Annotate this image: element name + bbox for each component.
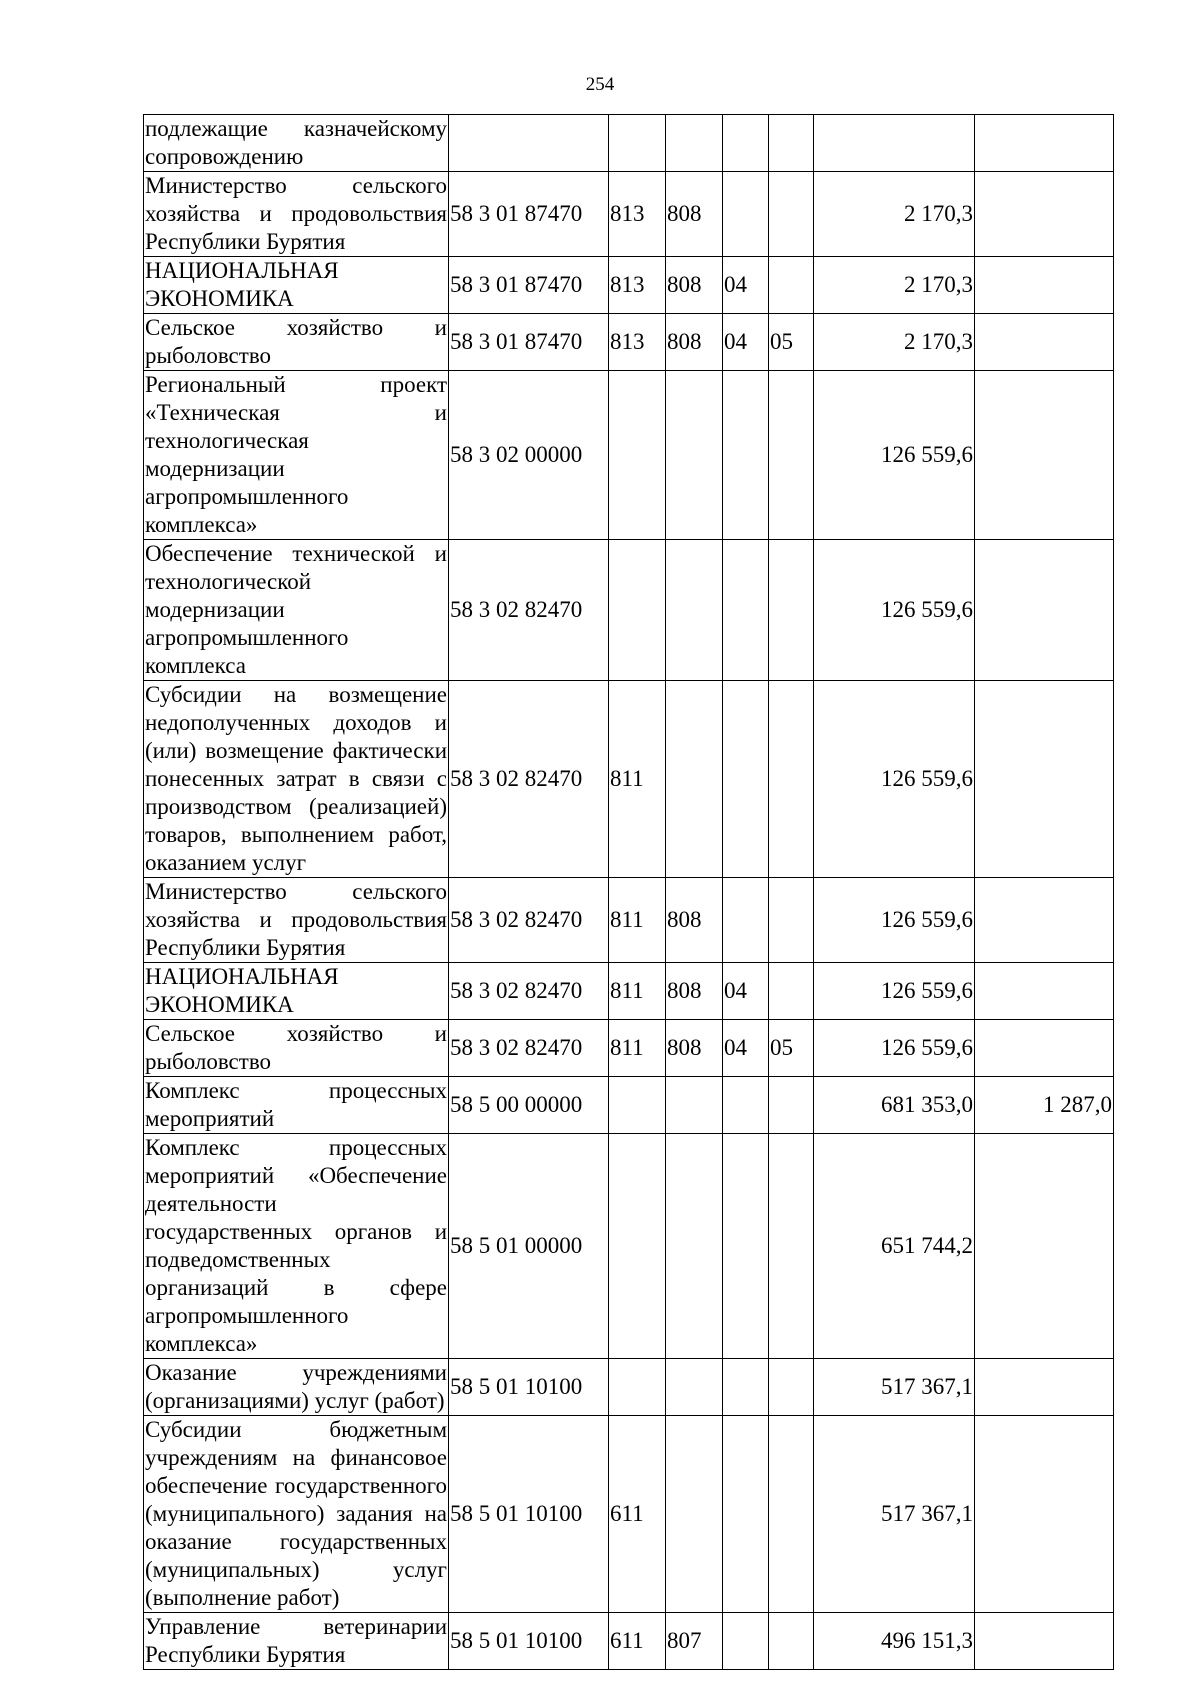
table-row xyxy=(144,257,1114,314)
row-name-cell: Сельское хозяйство и рыболовство xyxy=(144,314,449,371)
amount-cell: 126 559,6 xyxy=(814,540,975,681)
secondary-amount-cell xyxy=(975,963,1114,1020)
subsection-cell xyxy=(769,681,814,878)
section-cell xyxy=(723,1077,769,1134)
expense-type-cell xyxy=(609,371,666,540)
target-article-cell: 58 5 01 10100 xyxy=(449,1359,609,1416)
target-article-cell: 58 3 02 82470 xyxy=(449,681,609,878)
secondary-amount-cell xyxy=(975,314,1114,371)
budget-manager-cell xyxy=(666,1359,723,1416)
table-row xyxy=(144,1613,1114,1670)
budget-manager-cell: 808 xyxy=(666,172,723,257)
table-row xyxy=(144,115,1114,172)
amount-cell: 496 151,3 xyxy=(814,1613,975,1670)
amount-cell: 651 744,2 xyxy=(814,1134,975,1359)
secondary-amount-cell xyxy=(975,257,1114,314)
budget-manager-cell: 807 xyxy=(666,1613,723,1670)
expense-type-cell: 811 xyxy=(609,963,666,1020)
subsection-cell xyxy=(769,1134,814,1359)
section-cell xyxy=(723,371,769,540)
row-name-cell: подлежащие казначейскому сопровождению xyxy=(144,115,449,172)
secondary-amount-cell xyxy=(975,1416,1114,1613)
row-name-cell: НАЦИОНАЛЬНАЯ ЭКОНОМИКА xyxy=(144,963,449,1020)
target-article-cell: 58 3 01 87470 xyxy=(449,172,609,257)
subsection-cell xyxy=(769,371,814,540)
section-cell xyxy=(723,1416,769,1613)
subsection-cell xyxy=(769,1613,814,1670)
budget-table xyxy=(143,114,1114,1670)
budget-manager-cell: 808 xyxy=(666,314,723,371)
target-article-cell: 58 5 01 10100 xyxy=(449,1613,609,1670)
subsection-cell xyxy=(769,1416,814,1613)
section-cell: 04 xyxy=(723,963,769,1020)
expense-type-cell: 611 xyxy=(609,1416,666,1613)
row-name-cell: НАЦИОНАЛЬНАЯ ЭКОНОМИКА xyxy=(144,257,449,314)
amount-cell: 2 170,3 xyxy=(814,314,975,371)
amount-cell: 126 559,6 xyxy=(814,681,975,878)
target-article-cell: 58 5 01 00000 xyxy=(449,1134,609,1359)
section-cell: 04 xyxy=(723,314,769,371)
secondary-amount-cell xyxy=(975,878,1114,963)
amount-cell: 126 559,6 xyxy=(814,371,975,540)
target-article-cell xyxy=(449,115,609,172)
budget-manager-cell xyxy=(666,1416,723,1613)
section-cell xyxy=(723,1613,769,1670)
budget-manager-cell: 808 xyxy=(666,257,723,314)
expense-type-cell xyxy=(609,1134,666,1359)
expense-type-cell xyxy=(609,115,666,172)
table-row xyxy=(144,1020,1114,1077)
table-row xyxy=(144,314,1114,371)
subsection-cell xyxy=(769,1077,814,1134)
budget-manager-cell: 808 xyxy=(666,963,723,1020)
expense-type-cell: 811 xyxy=(609,1020,666,1077)
table-row xyxy=(144,1416,1114,1613)
budget-manager-cell xyxy=(666,1134,723,1359)
budget-manager-cell xyxy=(666,1077,723,1134)
section-cell xyxy=(723,540,769,681)
target-article-cell: 58 3 02 00000 xyxy=(449,371,609,540)
target-article-cell: 58 3 02 82470 xyxy=(449,963,609,1020)
secondary-amount-cell xyxy=(975,1020,1114,1077)
row-name-cell: Министерство сельского хозяйства и продовольствия Республики Бурятия xyxy=(144,878,449,963)
section-cell xyxy=(723,681,769,878)
target-article-cell: 58 3 02 82470 xyxy=(449,878,609,963)
amount-cell: 517 367,1 xyxy=(814,1359,975,1416)
budget-manager-cell xyxy=(666,681,723,878)
amount-cell xyxy=(814,115,975,172)
amount-cell: 126 559,6 xyxy=(814,1020,975,1077)
secondary-amount-cell: 1 287,0 xyxy=(975,1077,1114,1134)
section-cell: 04 xyxy=(723,1020,769,1077)
row-name-cell: Министерство сельского хозяйства и продовольствия Республики Бурятия xyxy=(144,172,449,257)
table-row xyxy=(144,963,1114,1020)
table-row xyxy=(144,1077,1114,1134)
subsection-cell xyxy=(769,540,814,681)
row-name-cell: Региональный проект «Техническая и технологическая модернизации агропромышленного комплекса» xyxy=(144,371,449,540)
target-article-cell: 58 3 02 82470 xyxy=(449,1020,609,1077)
target-article-cell: 58 5 00 00000 xyxy=(449,1077,609,1134)
row-name-cell: Управление ветеринарии Республики Бурятия xyxy=(144,1613,449,1670)
amount-cell: 2 170,3 xyxy=(814,257,975,314)
amount-cell: 681 353,0 xyxy=(814,1077,975,1134)
expense-type-cell: 813 xyxy=(609,172,666,257)
subsection-cell: 05 xyxy=(769,1020,814,1077)
subsection-cell xyxy=(769,1359,814,1416)
row-name-cell: Субсидии бюджетным учреждениям на финансовое обеспечение государственного (муниципального) задания на оказание государственных (муниципальных) услуг (выполнение работ) xyxy=(144,1416,449,1613)
secondary-amount-cell xyxy=(975,371,1114,540)
secondary-amount-cell xyxy=(975,172,1114,257)
table-row xyxy=(144,540,1114,681)
table-row xyxy=(144,681,1114,878)
expense-type-cell: 813 xyxy=(609,314,666,371)
row-name-cell: Оказание учреждениями (организациями) услуг (работ) xyxy=(144,1359,449,1416)
table-row xyxy=(144,1359,1114,1416)
secondary-amount-cell xyxy=(975,1359,1114,1416)
subsection-cell xyxy=(769,172,814,257)
expense-type-cell xyxy=(609,540,666,681)
target-article-cell: 58 3 01 87470 xyxy=(449,314,609,371)
table-row xyxy=(144,172,1114,257)
subsection-cell xyxy=(769,963,814,1020)
secondary-amount-cell xyxy=(975,1134,1114,1359)
target-article-cell: 58 5 01 10100 xyxy=(449,1416,609,1613)
budget-manager-cell xyxy=(666,115,723,172)
secondary-amount-cell xyxy=(975,115,1114,172)
row-name-cell: Комплекс процессных мероприятий xyxy=(144,1077,449,1134)
amount-cell: 2 170,3 xyxy=(814,172,975,257)
section-cell xyxy=(723,115,769,172)
target-article-cell: 58 3 02 82470 xyxy=(449,540,609,681)
budget-manager-cell xyxy=(666,540,723,681)
row-name-cell: Комплекс процессных мероприятий «Обеспечение деятельности государственных органов и подведомственных организаций в сфере агропромышленного комплекса» xyxy=(144,1134,449,1359)
expense-type-cell xyxy=(609,1359,666,1416)
secondary-amount-cell xyxy=(975,540,1114,681)
budget-manager-cell: 808 xyxy=(666,878,723,963)
amount-cell: 517 367,1 xyxy=(814,1416,975,1613)
row-name-cell: Субсидии на возмещение недополученных доходов и (или) возмещение фактически понесенных затрат в связи с производством (реализацией) товаров, выполнением работ, оказанием услуг xyxy=(144,681,449,878)
subsection-cell xyxy=(769,257,814,314)
section-cell xyxy=(723,1359,769,1416)
table-row xyxy=(144,1134,1114,1359)
secondary-amount-cell xyxy=(975,1613,1114,1670)
expense-type-cell: 813 xyxy=(609,257,666,314)
subsection-cell xyxy=(769,115,814,172)
row-name-cell: Сельское хозяйство и рыболовство xyxy=(144,1020,449,1077)
section-cell xyxy=(723,1134,769,1359)
expense-type-cell: 811 xyxy=(609,681,666,878)
expense-type-cell xyxy=(609,1077,666,1134)
section-cell xyxy=(723,878,769,963)
target-article-cell: 58 3 01 87470 xyxy=(449,257,609,314)
section-cell xyxy=(723,172,769,257)
subsection-cell xyxy=(769,878,814,963)
section-cell: 04 xyxy=(723,257,769,314)
table-row xyxy=(144,371,1114,540)
amount-cell: 126 559,6 xyxy=(814,963,975,1020)
amount-cell: 126 559,6 xyxy=(814,878,975,963)
page-number: 254 xyxy=(585,74,615,95)
expense-type-cell: 611 xyxy=(609,1613,666,1670)
expense-type-cell: 811 xyxy=(609,878,666,963)
budget-manager-cell xyxy=(666,371,723,540)
subsection-cell: 05 xyxy=(769,314,814,371)
table-row xyxy=(144,878,1114,963)
budget-manager-cell: 808 xyxy=(666,1020,723,1077)
row-name-cell: Обеспечение технической и технологической модернизации агропромышленного комплекса xyxy=(144,540,449,681)
secondary-amount-cell xyxy=(975,681,1114,878)
